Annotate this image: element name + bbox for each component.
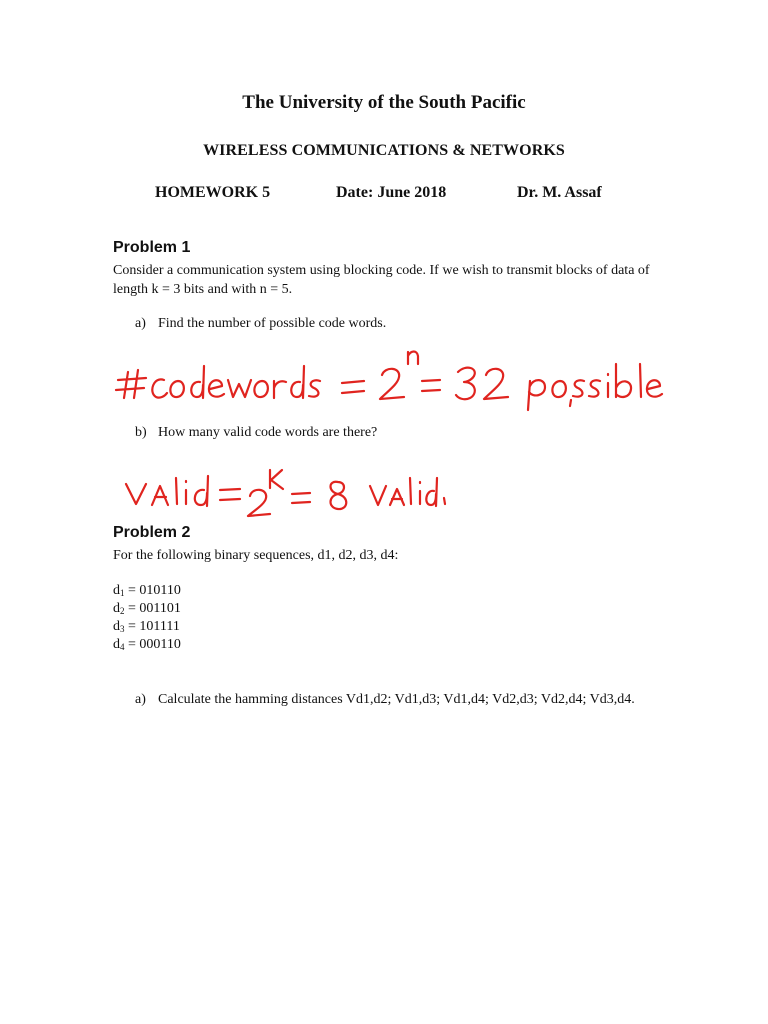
problem1-qa-text: Find the number of possible code words. [158,316,387,331]
problem1-title: Problem 1 [113,239,191,256]
handwritten-answer-a [116,352,662,411]
course-title: WIRELESS COMMUNICATIONS & NETWORKS [203,142,565,159]
problem2-qa-text: Calculate the hamming distances Vd1,d2; Vd1,d3; Vd1,d4; Vd2,d3; Vd2,d4; Vd3,d4. [158,692,635,707]
problem2-text: For the following binary sequences, d1, d2, d3, d4: [113,548,399,563]
university-title: The University of the South Pacific [242,92,526,113]
problem2-qa-label: a) [135,692,146,707]
sequence-d3: $d_3 = 101111$ [113,619,180,634]
problem1-qa-label: a) [135,316,146,331]
sequence-d1: $d_1 = 010110$ [113,583,181,598]
instructor-name: Dr. M. Assaf [517,184,602,201]
homework-date: Date: June 2018 [336,184,447,201]
problem1-text: Consider a communication system using blocking code. If we wish to transmit blocks of data of length k = 3 bits and with n = 5. [113,263,650,297]
problem2-title: Problem 2 [113,524,191,541]
problem1-qb-text: How many valid code words are there? [158,425,378,440]
homework-number: HOMEWORK 5 [155,184,271,201]
sequence-d4: $d_4 = 000110$ [113,637,181,652]
handwritten-answer-b [126,470,445,516]
sequence-d2: $d_2 = 001101$ [113,601,181,616]
problem1-qb-label: b) [135,425,147,440]
